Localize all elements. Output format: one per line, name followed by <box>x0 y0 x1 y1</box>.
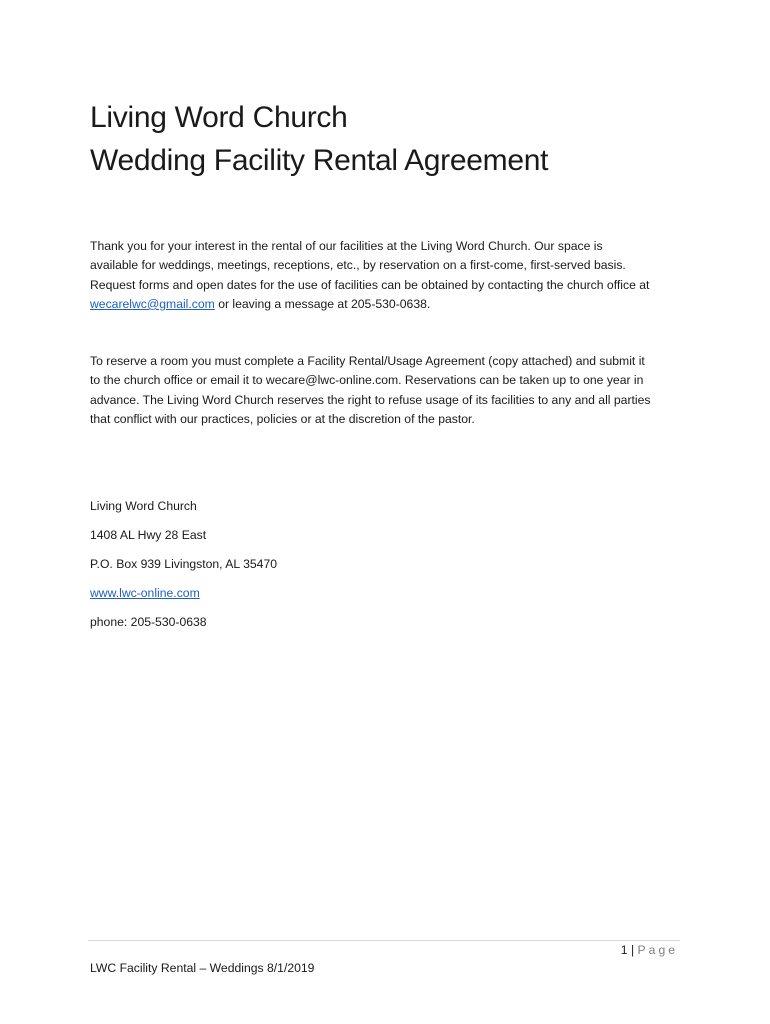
contact-name: Living Word Church <box>90 499 197 513</box>
intro-line-3: Request forms and open dates for the use of facilities can be obtained by contacting the church office at <box>90 277 650 292</box>
contact-website-line <box>90 585 200 601</box>
contact-po-box: P.O. Box 939 Livingston, AL 35470 <box>90 557 278 571</box>
reserve-line-4: that conflict with our practices, policies or at the discretion of the pastor. <box>90 411 475 426</box>
page-number-value: 1 <box>620 943 628 957</box>
intro-line-4-rest: or leaving a message at 205-530-0638. <box>214 296 431 311</box>
intro-paragraph <box>90 237 690 314</box>
reserve-line-1: To reserve a room you must complete a Facility Rental/Usage Agreement (copy attached) and submit it <box>90 354 645 368</box>
website-link[interactable]: www.lwc-online.com <box>90 586 200 600</box>
page-number-separator: | <box>627 943 638 957</box>
title-line-2: Wedding Facility Rental Agreement <box>90 144 549 177</box>
email-link[interactable]: wecarelwc@gmail.com <box>90 296 215 311</box>
page-number <box>621 943 678 957</box>
page-label: Page <box>637 943 678 957</box>
reserve-line-2: to the church office or email it to wecare@lwc-online.com. Reservations can be taken up to one year in <box>90 373 644 388</box>
title-line-1: Living Word Church <box>90 101 348 134</box>
contact-phone: phone: 205-530-0638 <box>90 615 207 629</box>
page-title <box>90 96 548 182</box>
contact-street: 1408 AL Hwy 28 East <box>90 528 207 542</box>
footer-divider <box>88 940 680 941</box>
intro-line-1: Thank you for your interest in the rental of our facilities at the Living Word Church. Our space is <box>90 239 603 253</box>
reserve-paragraph <box>90 352 690 429</box>
footer-text: LWC Facility Rental – Weddings 8/1/2019 <box>90 961 315 975</box>
intro-line-4 <box>90 295 690 314</box>
reserve-line-3: advance. The Living Word Church reserves the right to refuse usage of its facilities to any and all parties <box>90 392 651 407</box>
intro-line-2: available for weddings, meetings, receptions, etc., by reservation on a first-come, first-served basis. <box>90 258 626 273</box>
